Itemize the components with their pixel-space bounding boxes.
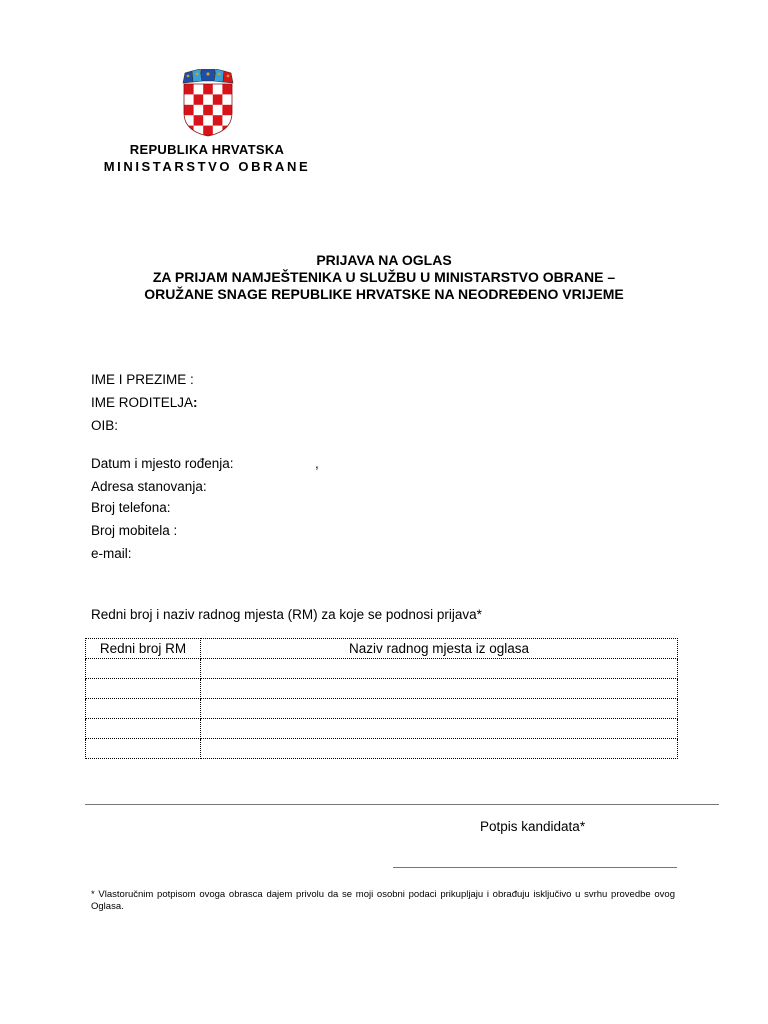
field-label-phone: Broj telefona: — [91, 500, 171, 515]
table-cell[interactable] — [201, 679, 678, 699]
table-cell[interactable] — [86, 659, 201, 679]
table-row — [86, 679, 678, 699]
document-subtitle-line2: ORUŽANE SNAGE REPUBLIKE HRVATSKE NA NEODREĐENO VRIJEME — [144, 286, 624, 302]
table-cell[interactable] — [201, 719, 678, 739]
table-row — [86, 719, 678, 739]
field-label-parent-text: IME RODITELJA — [91, 395, 194, 410]
table-cell[interactable] — [86, 739, 201, 759]
field-label-name: IME I PREZIME : — [91, 372, 194, 387]
table-row — [86, 659, 678, 679]
signature-line[interactable] — [393, 867, 677, 868]
table-row — [86, 699, 678, 719]
croatian-coat-of-arms-icon — [180, 69, 236, 137]
org-name-republic: REPUBLIKA HRVATSKA — [129, 142, 285, 157]
field-label-parent-colon: : — [193, 395, 198, 410]
table-cell[interactable] — [86, 699, 201, 719]
document-title: PRIJAVA NA OGLAS — [316, 252, 452, 268]
column-header-position-name: Naziv radnog mjesta iz oglasa — [201, 639, 678, 659]
column-header-rm-number: Redni broj RM — [86, 639, 201, 659]
field-label-address: Adresa stanovanja: — [91, 479, 207, 494]
field-label-parent — [91, 395, 198, 410]
field-label-oib: OIB: — [91, 418, 119, 433]
document-subtitle-line1: ZA PRIJAM NAMJEŠTENIKA U SLUŽBU U MINISTARSTVO OBRANE – — [152, 269, 616, 285]
table-header-row — [86, 639, 678, 659]
table-cell[interactable] — [86, 719, 201, 739]
crown — [183, 69, 233, 83]
table-cell[interactable] — [201, 739, 678, 759]
org-name-ministry: MINISTARSTVO OBRANE — [103, 159, 311, 174]
table-cell[interactable] — [86, 679, 201, 699]
table-row — [86, 739, 678, 759]
table-cell[interactable] — [201, 699, 678, 719]
field-label-mobile: Broj mobitela : — [91, 523, 178, 538]
positions-table — [85, 638, 678, 759]
table-cell[interactable] — [201, 659, 678, 679]
section-divider — [85, 804, 719, 805]
field-label-birth: Datum i mjesto rođenja: — [91, 456, 234, 471]
consent-footnote: * Vlastoručnim potpisom ovoga obrasca dajem privolu da se moji osobni podaci prikupljaju i obrađuju isključivo u svrhu provedbe ovog Oglasa. — [91, 889, 675, 912]
positions-instruction: Redni broj i naziv radnog mjesta (RM) za koje se podnosi prijava* — [91, 607, 482, 622]
field-birth-separator: , — [315, 456, 319, 471]
field-label-email: e-mail: — [91, 546, 132, 561]
signature-label: Potpis kandidata* — [480, 819, 586, 834]
